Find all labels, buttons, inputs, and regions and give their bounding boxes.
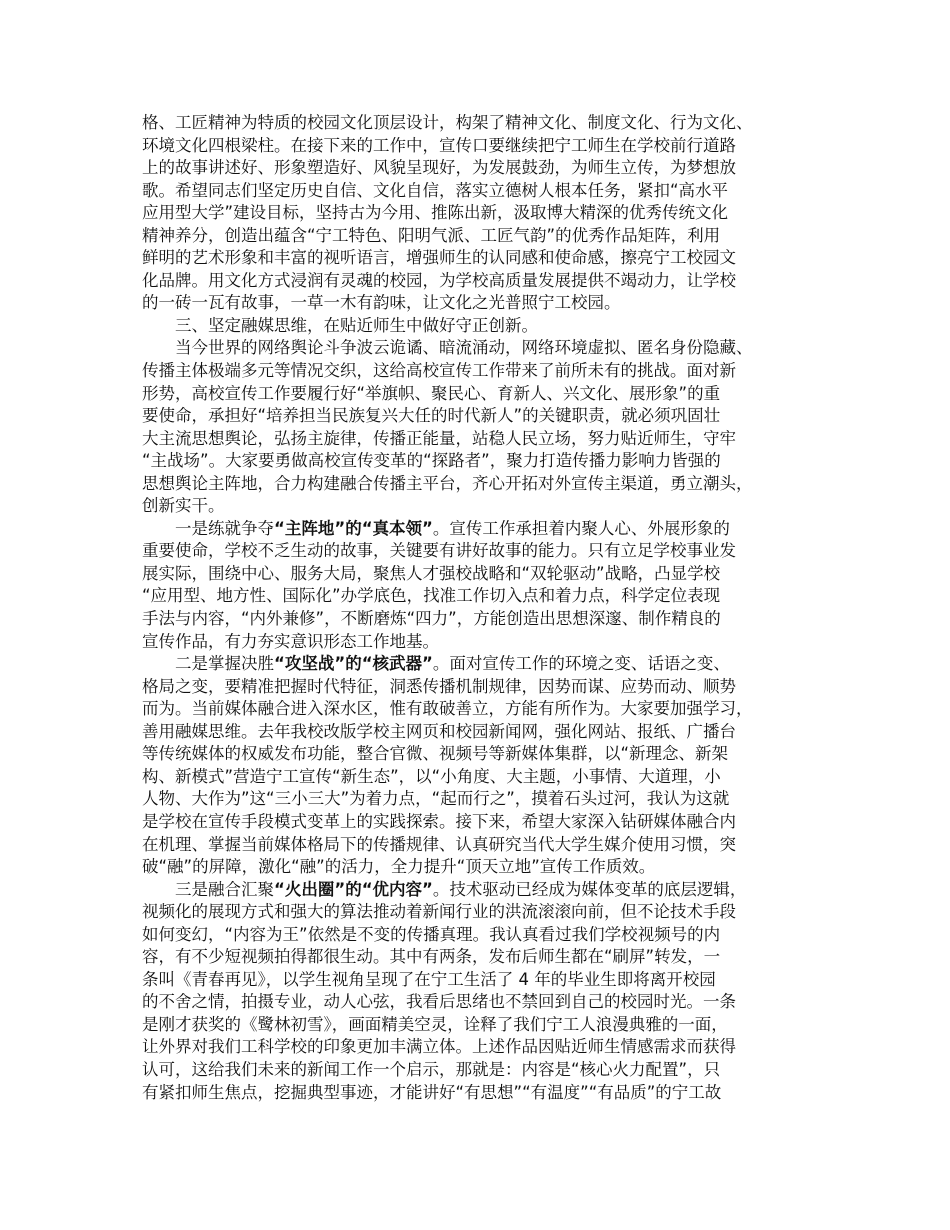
- text-line: 是学校在宣传手段模式变革上的实践探索。接下来，希望大家深入钻研媒体融合内: [142, 811, 736, 831]
- text-line: 上的故事讲述好、形象塑造好、风貌呈现好，为发展鼓劲，为师生立传，为梦想放: [142, 158, 736, 178]
- text-line: 手法与内容，“内外兼修”，不断磨炼“四力”，方能创造出思想深邃、制作精良的: [142, 609, 721, 629]
- text-line: 大主流思想舆论，弘扬主旋律，传播正能量，站稳人民立场，努力贴近师生，守牢: [142, 428, 736, 448]
- text-line: “应用型、地方性、国际化”办学底色，找准工作切入点和着力点，科学定位表现: [142, 586, 721, 606]
- subsection-line: [142, 879, 830, 902]
- line-rest: 。面对宣传工作的环境之变、话语之变、: [432, 654, 730, 674]
- text-line: 善用融媒思维。去年我校改版学校主网页和校园新闻网，强化网站、报纸、广播台: [142, 721, 736, 741]
- line-rest: 。宣传工作承担着内聚人心、外展形象的: [432, 518, 730, 538]
- text-line: 构、新模式”营造宁工宣传“新生态”，以“小角度、大主题，小事情、大道理，小: [142, 766, 721, 786]
- bold-phrase: “主阵地”的“真本领”: [274, 518, 433, 538]
- text-line: 重要使命，学校不乏生动的故事，关键要有讲好故事的能力。只有立足学校事业发: [142, 541, 736, 561]
- document-page: [142, 112, 830, 1104]
- bold-phrase: “火出圈”的“优内容”: [274, 879, 433, 899]
- text-line: 的不舍之情，拍摄专业，动人心弦，我看后思绪也不禁回到自己的校园时光。一条: [142, 992, 736, 1012]
- text-line: 破“融”的屏障，激化“融”的活力，全力提升“顶天立地”宣传工作质效。: [142, 857, 656, 877]
- text-line: 容，有不少短视频拍得都很生动。其中有两条，发布后师生都在“刷屏”转发，一: [142, 947, 721, 967]
- text-line: 的一砖一瓦有故事，一草一木有韵味，让文化之光普照宁工校园。: [142, 293, 621, 313]
- text-line: 化品牌。用文化方式浸润有灵魂的校园，为学校高质量发展提供不竭动力，让学校: [142, 270, 736, 290]
- text-line: 人物、大作为”这“三小三大”为着力点，“起而行之”，摸着石头过河，我认为这就: [142, 789, 730, 809]
- text-line: 歌。希望同志们坚定历史自信、文化自信，落实立德树人根本任务，紧扣“高水平: [142, 180, 729, 200]
- text-line: 鲜明的艺术形象和丰富的视听语言，增强师生的认同感和使命感，擦亮宁工校园文: [142, 248, 736, 268]
- text-line: 等传统媒体的权威发布功能，整合官微、视频号等新媒体集群，以“新理念、新架: [142, 744, 729, 764]
- text-line: 展实际，围绕中心、服务大局，聚焦人才强校战略和“双轮驱动”战略，凸显学校: [142, 563, 721, 583]
- text-line: 要使命，承担好“培养担当民族复兴大任的时代新人”的关键职责，就必须巩固壮: [142, 406, 721, 426]
- line-lead: 三是融合汇聚: [142, 879, 274, 899]
- text-line: 当今世界的网络舆论斗争波云诡谲、暗流涌动，网络环境虚拟、匿名身份隐藏、: [142, 338, 753, 358]
- text-line: 是刚才获奖的《鹭林初雪》，画面精美空灵，诠释了我们宁工人浪漫典雅的一面，: [142, 1014, 728, 1034]
- text-line: 条叫《青春再见》，以学生视角呈现了在宁工生活了 4 年的毕业生即将离开校园: [142, 969, 716, 989]
- bold-phrase: “攻坚战”的“核武器”: [274, 654, 433, 674]
- text-line: 让外界对我们工科学校的印象更加丰满立体。上述作品因贴近师生情感需求而获得: [142, 1037, 736, 1057]
- text-line: 而为。当前媒体融合进入深水区，惟有敢破善立，方能有所作为。大家要加强学习，: [142, 699, 753, 719]
- text-line: 如何变幻，“内容为王”依然是不变的传播真理。我认真看过我们学校视频号的内: [142, 924, 721, 944]
- text-line: 形势，高校宣传工作要履行好“举旗帜、聚民心、育新人、兴文化、展形象”的重: [142, 383, 721, 403]
- text-line: 格局之变，要精准把握时代特征，洞悉传播机制规律，因势而谋、应势而动、顺势: [142, 676, 736, 696]
- text-line: 有紧扣师生焦点，挖掘典型事迹，才能讲好“有思想”“有温度”“有品质”的宁工故: [142, 1082, 722, 1102]
- text-line: “主战场”。大家要勇做高校宣传变革的“探路者”，聚力打造传播力影响力皆强的: [142, 451, 721, 471]
- line-rest: 。技术驱动已经成为媒体变革的底层逻辑，: [432, 879, 747, 899]
- text-line: 视频化的展现方式和强大的算法推动着新闻行业的洪流滚滚向前，但不论技术手段: [142, 902, 736, 922]
- text-line: 传播主体极端多元等情况交织，这给高校宣传工作带来了前所未有的挑战。面对新: [142, 361, 736, 381]
- text-line: 在机理、掌握当前媒体格局下的传播规律、认真研究当代大学生媒介使用习惯，突: [142, 834, 736, 854]
- line-lead: 二是掌握决胜: [142, 654, 274, 674]
- text-line: 思想舆论主阵地，合力构建融合传播主平台，齐心开拓对外宣传主渠道，勇立潮头，: [142, 473, 753, 493]
- line-lead: 一是练就争夺: [142, 518, 274, 538]
- subsection-line: [142, 518, 830, 541]
- text-line: 环境文化四根梁柱。在接下来的工作中，宣传口要继续把宁工师生在学校前行道路: [142, 135, 736, 155]
- text-line: 认可，这给我们未来的新闻工作一个启示，那就是：内容是“核心火力配置”，只: [142, 1059, 721, 1079]
- text-line: 宣传作品，有力夯实意识形态工作地基。: [142, 631, 439, 651]
- text-line: 精神养分，创造出蕴含“宁工特色、阳明气派、工匠气韵”的优秀作品矩阵，利用: [142, 225, 721, 245]
- section-heading: 三、坚定融媒思维，在贴近师生中做好守正创新。: [142, 315, 538, 335]
- subsection-line: [142, 653, 830, 676]
- text-line: 格、工匠精神为特质的校园文化顶层设计，构架了精神文化、制度文化、行为文化、: [142, 113, 753, 132]
- text-line: 创新实干。: [142, 496, 225, 516]
- text-line: 应用型大学”建设目标，坚持古为今用、推陈出新，汲取博大精深的优秀传统文化: [142, 203, 729, 223]
